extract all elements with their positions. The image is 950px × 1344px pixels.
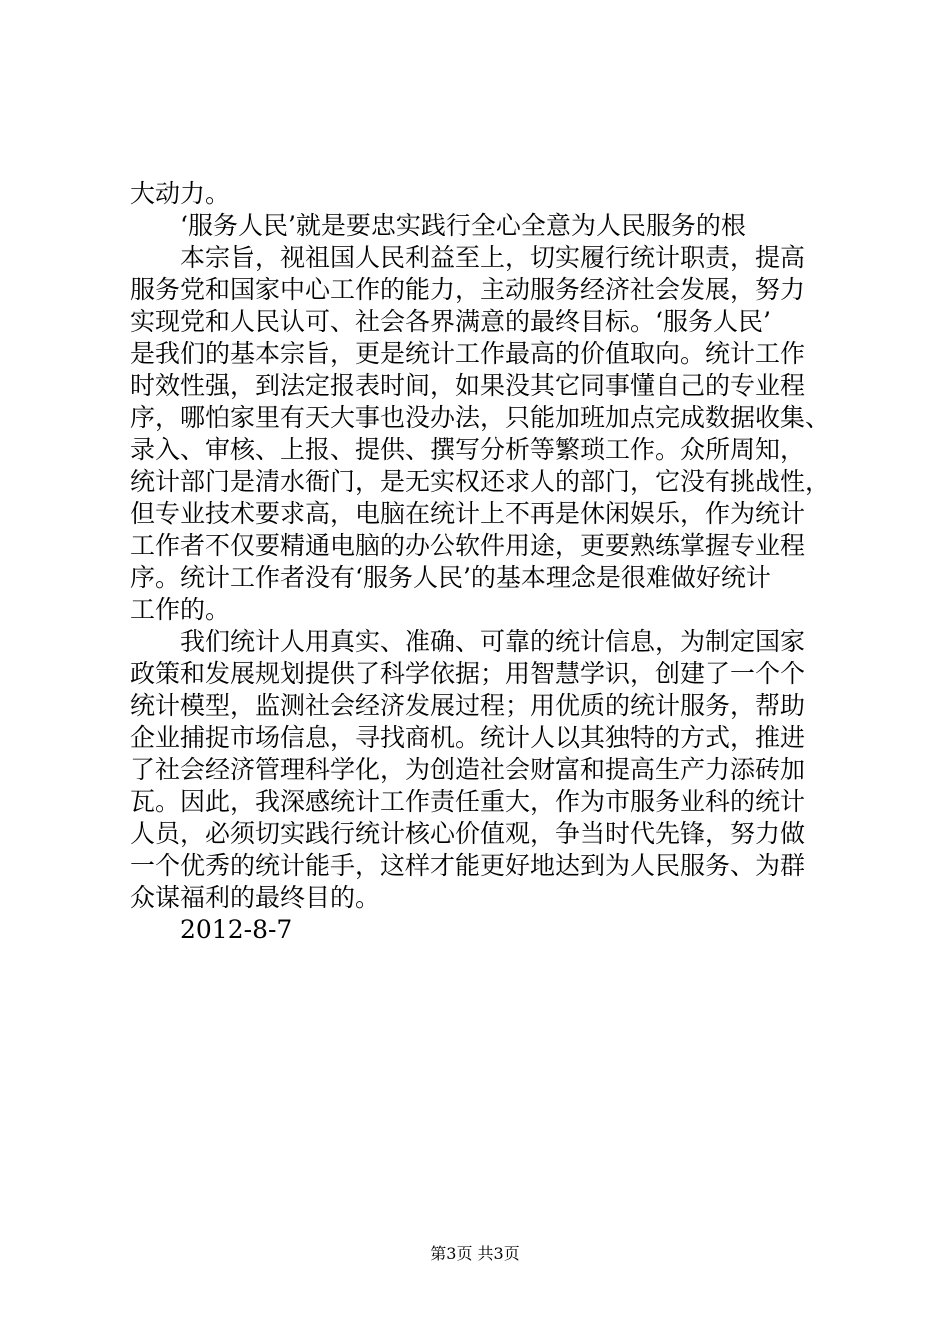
text-line-18: 企业捕捉市场信息，寻找商机。统计人以其独特的方式，推进: [130, 723, 806, 752]
text-line-2: ‘服务人民’就是要忠实践行全心全意为人民服务的根: [180, 211, 746, 240]
text-line-7: 时效性强，到法定报表时间，如果没其它同事懂自己的专业程: [130, 371, 806, 400]
text-line-3: 本宗旨，视祖国人民利益至上，切实履行统计职责，提高: [180, 243, 806, 272]
text-line-15: 我们统计人用真实、准确、可靠的统计信息，为制定国家: [180, 627, 806, 656]
text-line-21: 人员，必须切实践行统计核心价值观，争当时代先锋，努力做: [130, 819, 806, 848]
text-line-17: 统计模型，监测社会经济发展过程；用优质的统计服务，帮助: [130, 691, 806, 720]
text-line-12: 工作者不仅要精通电脑的办公软件用途，更要熟练掌握专业程: [130, 531, 806, 560]
text-line-13: 序。统计工作者没有‘服务人民’的基本理念是很难做好统计: [130, 563, 771, 592]
text-line-16: 政策和发展规划提供了科学依据；用智慧学识，创建了一个个: [130, 659, 806, 688]
page-number-footer: 第3页 共3页: [430, 1244, 520, 1263]
text-line-8: 序，哪怕家里有天大事也没办法，只能加班加点完成数据收集、: [130, 403, 831, 432]
text-line-4: 服务党和国家中心工作的能力，主动服务经济社会发展，努力: [130, 275, 806, 304]
text-line-23: 众谋福利的最终目的。: [130, 883, 381, 912]
text-line-9: 录入、审核、上报、提供、撰写分析等繁琐工作。众所周知，: [130, 435, 806, 464]
text-line-22: 一个优秀的统计能手，这样才能更好地达到为人民服务、为群: [130, 851, 806, 880]
text-line-10: 统计部门是清水衙门，是无实权还求人的部门，它没有挑战性，: [130, 467, 831, 496]
text-line-6: 是我们的基本宗旨，更是统计工作最高的价值取向。统计工作: [130, 339, 806, 368]
text-line-1: 大动力。: [130, 179, 231, 208]
text-line-5: 实现党和人民认可、社会各界满意的最终目标。‘服务人民’: [130, 307, 771, 336]
text-line-20: 瓦。因此，我深感统计工作责任重大，作为市服务业科的统计: [130, 787, 806, 816]
text-line-14: 工作的。: [130, 595, 231, 624]
text-line-19: 了社会经济管理科学化，为创造社会财富和提高生产力添砖加: [130, 755, 806, 784]
text-line-11: 但专业技术要求高，电脑在统计上不再是休闲娱乐，作为统计: [130, 499, 806, 528]
document-date: 2012-8-7: [180, 915, 293, 944]
